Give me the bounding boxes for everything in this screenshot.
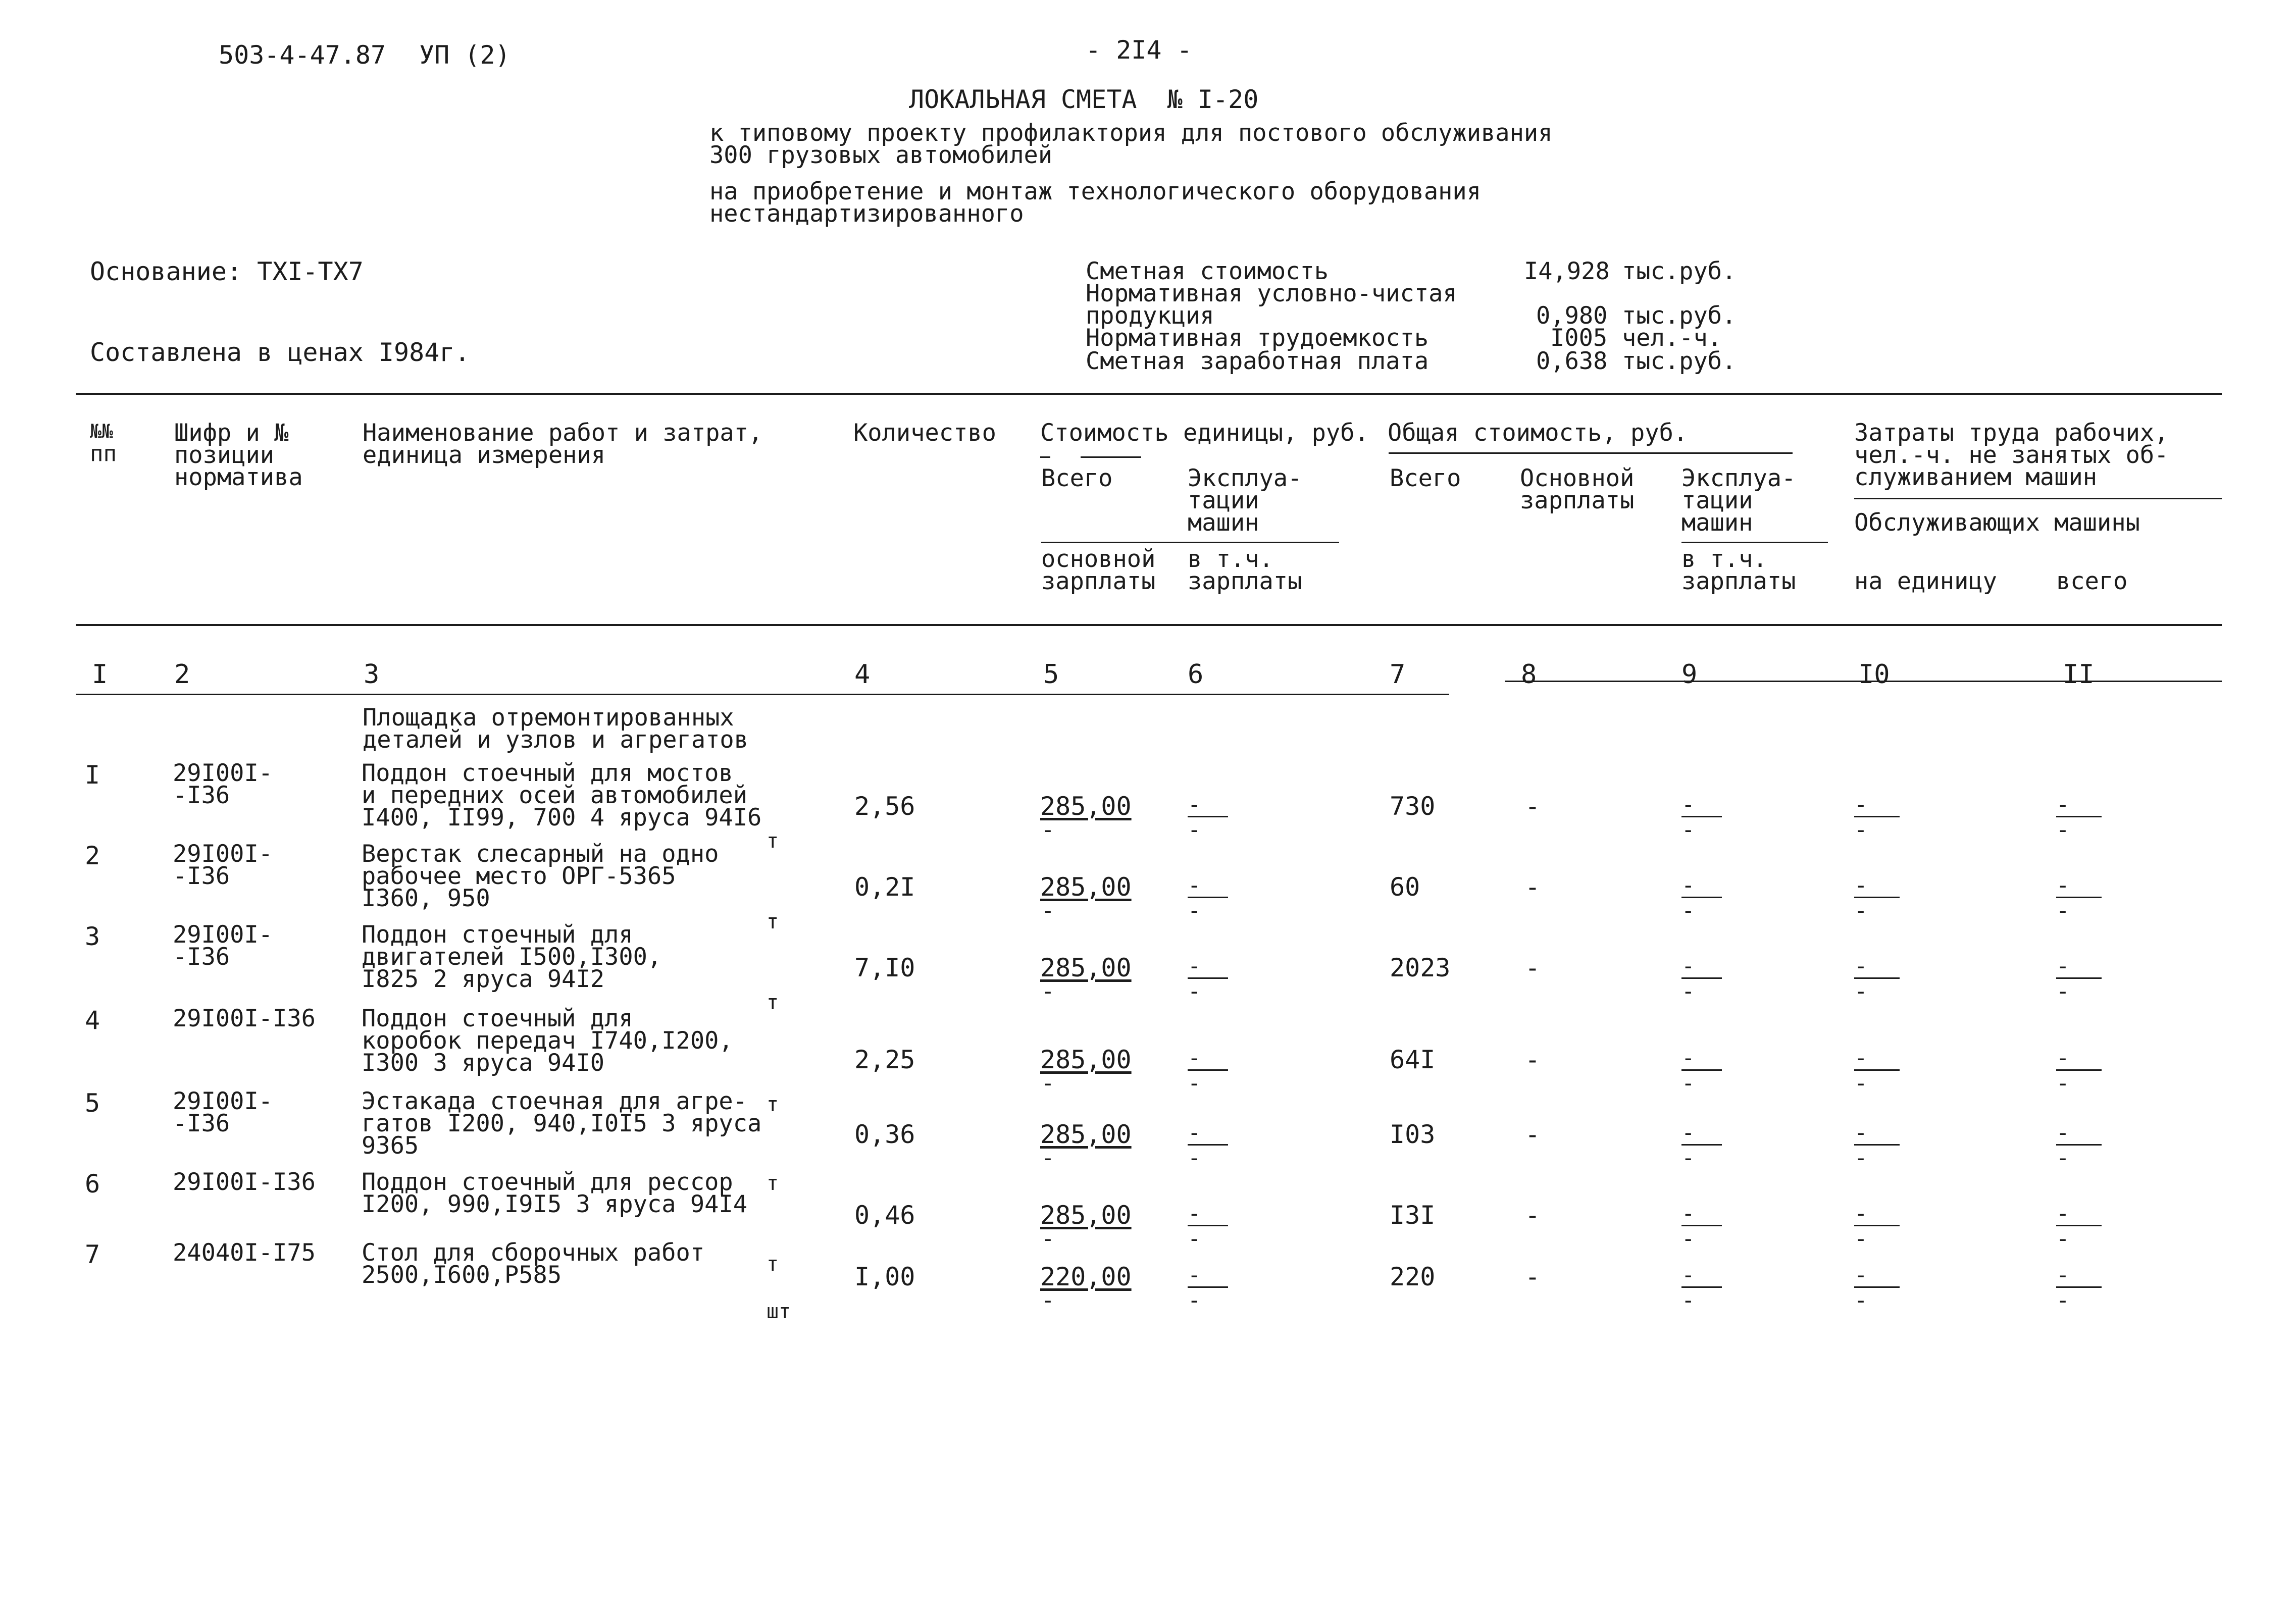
row-unit: т	[767, 991, 779, 1014]
wage-unit: тыс.руб.	[1622, 347, 1737, 375]
row-name: и передних осей автомобилей	[362, 782, 748, 809]
header-tot-base-2: зарплаты	[1520, 487, 1635, 514]
labor-label: Нормативная трудоемкость	[1086, 324, 1429, 352]
row-unit-expl-value: -	[1188, 792, 1201, 817]
cost-unit: тыс.руб.	[1622, 257, 1737, 285]
row-unit-expl-value: -	[1188, 1262, 1201, 1288]
header-total-cost: Общая стоимость, руб.	[1388, 419, 1688, 447]
prices-year-text: Составлена в ценах I984г.	[90, 338, 470, 367]
row-labor-total-value: -	[2056, 792, 2070, 817]
row-name: 2500,I600,Р585	[362, 1261, 562, 1289]
row-labor-per-unit-value: -	[1854, 792, 1868, 817]
row-unit: т	[767, 910, 779, 933]
row-name: I360, 950	[362, 885, 490, 912]
wage-value: 0,638	[1536, 347, 1608, 375]
header-labor-1: Затраты труда рабочих,	[1854, 419, 2169, 447]
header-tot-incl-2: зарплаты	[1681, 567, 1796, 595]
row-unit-expl-value: -	[1188, 1120, 1201, 1146]
col-number-9: 9	[1681, 659, 1698, 690]
row-labor-total-sub: -	[2056, 1226, 2070, 1252]
header-num-1: №№	[90, 420, 113, 442]
output-unit: тыс.руб.	[1622, 302, 1737, 330]
header-unit-expl-2: тации	[1188, 487, 1259, 514]
row-total-expl-sub: -	[1681, 1070, 1695, 1096]
row-labor-per-unit-value: -	[1854, 1120, 1868, 1146]
header-unit-base-1: основной	[1041, 545, 1156, 573]
row-total-base: -	[1525, 872, 1541, 902]
col-number-5: 5	[1043, 659, 1059, 690]
row-labor-total-value: -	[2056, 1201, 2070, 1226]
table-top-rule	[76, 393, 2222, 395]
purpose-line-1: на приобретение и монтаж технологического оборудования	[709, 178, 1482, 205]
row-name: I825 2 яруса 94I2	[362, 965, 605, 993]
row-name: I300 3 яруса 94I0	[362, 1049, 605, 1077]
col-number-rule-a	[76, 694, 1449, 695]
header-tot-base-1: Основной	[1520, 464, 1635, 492]
row-code: 29I00I-	[173, 840, 273, 868]
row-unit-expl-value: -	[1188, 1201, 1201, 1226]
wage-label: Сметная заработная плата	[1086, 347, 1429, 375]
header-labor-serv: Обслуживающих машины	[1854, 509, 2140, 537]
row-name: Поддон стоечный для	[362, 1005, 633, 1032]
row-total-expl-sub: -	[1681, 978, 1695, 1004]
row-name: коробок передач I740,I200,	[362, 1027, 733, 1055]
header-labor-per-unit: на единицу	[1854, 567, 1997, 595]
row-total: I03	[1390, 1120, 1436, 1149]
row-total-expl-value: -	[1681, 953, 1695, 979]
col-number-10: I0	[1858, 659, 1890, 690]
header-tick	[1040, 456, 1050, 458]
header-num-2: пп	[90, 441, 117, 466]
output-value: 0,980	[1536, 302, 1608, 330]
row-code: -I36	[173, 1110, 230, 1137]
row-labor-total-value: -	[2056, 1262, 2070, 1288]
row-total-expl-sub: -	[1681, 898, 1695, 923]
header-tot-incl-1: в т.ч.	[1681, 545, 1767, 573]
header-bottom-rule	[76, 624, 2222, 626]
row-labor-per-unit-sub: -	[1854, 1226, 1868, 1252]
album-label: УП (2)	[419, 40, 511, 70]
row-total-expl-sub: -	[1681, 1226, 1695, 1252]
col-number-3: 3	[364, 659, 380, 690]
section-line-1: Площадка отремонтированных	[363, 704, 734, 732]
header-tick-2	[1081, 456, 1141, 458]
row-unit-expl-value: -	[1188, 1045, 1201, 1071]
row-total: 60	[1390, 872, 1420, 902]
col-number-2: 2	[174, 659, 190, 690]
header-name-2: единица измерения	[363, 441, 606, 469]
row-total: 730	[1390, 792, 1436, 821]
row-total: 2023	[1390, 953, 1451, 982]
row-code: -I36	[173, 943, 230, 971]
row-total-expl-value: -	[1681, 1262, 1695, 1288]
row-unit-price-base: -	[1041, 978, 1055, 1004]
row-unit: т	[767, 1093, 779, 1116]
row-total-base: -	[1525, 1201, 1541, 1230]
row-unit-expl-sub: -	[1188, 817, 1201, 843]
row-total-expl-value: -	[1681, 792, 1695, 817]
row-unit-price: 285,00	[1040, 1045, 1132, 1074]
row-unit-price: 220,00	[1040, 1262, 1132, 1291]
labor-value: I005	[1550, 324, 1608, 352]
row-quantity: 0,46	[854, 1201, 915, 1230]
row-name: Поддон стоечный для	[362, 921, 633, 949]
row-number: I	[85, 760, 100, 790]
row-unit-expl-value: -	[1188, 953, 1201, 979]
subtitle-line-1: к типовому проекту профилактория для постового обслуживания	[709, 119, 1553, 147]
row-unit-expl-sub: -	[1188, 1287, 1201, 1313]
row-unit-expl-sub: -	[1188, 978, 1201, 1004]
row-labor-total-sub: -	[2056, 898, 2070, 923]
row-unit: т	[767, 829, 779, 853]
row-total-base: -	[1525, 1045, 1541, 1074]
unit-cost-subrule	[1041, 542, 1339, 543]
page-number: - 2I4 -	[1086, 35, 1192, 65]
col-number-1: I	[92, 659, 108, 690]
row-labor-per-unit-sub: -	[1854, 817, 1868, 843]
section-line-2: деталей и узлов и агрегатов	[363, 726, 749, 754]
header-labor-2: чел.-ч. не занятых об-	[1854, 441, 2169, 469]
row-name: двигателей I500,I300,	[362, 943, 662, 971]
purpose-line-2: нестандартизированного	[709, 200, 1024, 228]
row-unit-price: 285,00	[1040, 1201, 1132, 1230]
row-quantity: 2,25	[854, 1045, 915, 1074]
header-unit-expl-3: машин	[1188, 509, 1259, 537]
row-unit-price-base: -	[1041, 1287, 1055, 1313]
row-unit-price: 285,00	[1040, 872, 1132, 902]
row-total-expl-value: -	[1681, 872, 1695, 898]
row-number: 5	[85, 1088, 100, 1118]
row-number: 3	[85, 922, 100, 951]
row-labor-per-unit-value: -	[1854, 1045, 1868, 1071]
row-code: 29I00I-	[173, 1087, 273, 1115]
col-number-4: 4	[854, 659, 871, 690]
row-unit-expl-sub: -	[1188, 898, 1201, 923]
document-code: 503-4-47.87	[219, 40, 386, 70]
header-quantity: Количество	[853, 419, 996, 447]
row-total-expl-value: -	[1681, 1045, 1695, 1071]
output-label-2: продукция	[1086, 302, 1214, 330]
row-unit: т	[767, 1253, 779, 1276]
total-cost-rule	[1389, 452, 1793, 454]
header-tot-expl-1: Эксплуа-	[1681, 464, 1796, 492]
labor-unit: чел.-ч.	[1622, 324, 1722, 352]
row-labor-per-unit-value: -	[1854, 1201, 1868, 1226]
row-total-base: -	[1525, 1262, 1541, 1291]
row-labor-per-unit-value: -	[1854, 872, 1868, 898]
cost-value: I4,928	[1524, 257, 1610, 285]
row-labor-per-unit-value: -	[1854, 1262, 1868, 1288]
row-labor-total-value: -	[2056, 1045, 2070, 1071]
row-total-base: -	[1525, 1120, 1541, 1149]
col-number-7: 7	[1390, 659, 1406, 690]
document-title: ЛОКАЛЬНАЯ СМЕТА № I-20	[909, 85, 1259, 114]
row-total-base: -	[1525, 792, 1541, 821]
row-labor-total-value: -	[2056, 872, 2070, 898]
row-quantity: 7,I0	[854, 953, 915, 982]
row-labor-total-value: -	[2056, 1120, 2070, 1146]
row-unit-expl-sub: -	[1188, 1226, 1201, 1252]
basis-text: Основание: ТХI-ТХ7	[90, 257, 364, 286]
col-number-8: 8	[1521, 659, 1537, 690]
row-total-expl-sub: -	[1681, 817, 1695, 843]
header-code-3: норматива	[174, 463, 303, 491]
row-code: 29I00I-I36	[173, 1168, 316, 1196]
header-unit-cost: Стоимость единицы, руб.	[1040, 419, 1369, 447]
col-number-6: 6	[1188, 659, 1204, 690]
cost-label: Сметная стоимость	[1086, 257, 1329, 285]
row-labor-per-unit-value: -	[1854, 953, 1868, 979]
row-labor-total-sub: -	[2056, 1287, 2070, 1313]
row-unit-price-base: -	[1041, 1226, 1055, 1252]
row-total-expl-sub: -	[1681, 1145, 1695, 1171]
row-labor-total-sub: -	[2056, 1070, 2070, 1096]
col-number-rule-b	[1505, 681, 2222, 682]
row-unit-price: 285,00	[1040, 792, 1132, 821]
header-tot-expl-3: машин	[1681, 509, 1753, 537]
row-name: Стол для сборочных работ	[362, 1239, 705, 1267]
row-name: I400, II99, 700 4 яруса 94I6	[362, 804, 762, 832]
header-unit-incl-2: зарплаты	[1188, 567, 1302, 595]
row-unit: шт	[767, 1300, 791, 1323]
row-code: -I36	[173, 862, 230, 890]
row-labor-total-value: -	[2056, 953, 2070, 979]
header-code-1: Шифр и №	[174, 419, 289, 447]
row-total-base: -	[1525, 953, 1541, 982]
row-name: Поддон стоечный для рессор	[362, 1168, 733, 1196]
row-total-expl-sub: -	[1681, 1287, 1695, 1313]
row-total-expl-value: -	[1681, 1120, 1695, 1146]
row-name: Поддон стоечный для мостов	[362, 759, 733, 787]
labor-subrule	[1854, 498, 2222, 499]
row-number: 6	[85, 1169, 100, 1199]
row-unit-price-base: -	[1041, 1070, 1055, 1096]
row-unit-price-base: -	[1041, 817, 1055, 843]
row-labor-total-sub: -	[2056, 817, 2070, 843]
row-quantity: 0,2I	[854, 872, 915, 902]
total-expl-subrule	[1681, 542, 1828, 543]
header-unit-base-2: зарплаты	[1041, 567, 1156, 595]
col-number-11: II	[2063, 659, 2095, 690]
row-name: 9365	[362, 1132, 419, 1160]
row-code: 24040I-I75	[173, 1239, 316, 1267]
row-labor-total-sub: -	[2056, 1145, 2070, 1171]
header-code-2: позиции	[174, 441, 275, 469]
row-total: I3I	[1390, 1201, 1436, 1230]
header-unit-incl-1: в т.ч.	[1188, 545, 1273, 573]
subtitle-line-2: 300 грузовых автомобилей	[709, 141, 1053, 169]
row-quantity: I,00	[854, 1262, 915, 1291]
row-total: 220	[1390, 1262, 1436, 1291]
row-quantity: 2,56	[854, 792, 915, 821]
header-labor-3: служиванием машин	[1854, 463, 2098, 491]
header-unit-expl-1: Эксплуа-	[1188, 464, 1302, 492]
row-code: 29I00I-I36	[173, 1005, 316, 1032]
header-name-1: Наименование работ и затрат,	[363, 419, 763, 447]
header-unit-total: Всего	[1041, 464, 1113, 492]
row-unit-expl-sub: -	[1188, 1145, 1201, 1171]
row-quantity: 0,36	[854, 1120, 915, 1149]
row-name: Эстакада стоечная для агре-	[362, 1087, 748, 1115]
row-labor-per-unit-sub: -	[1854, 1287, 1868, 1313]
row-unit-expl-sub: -	[1188, 1070, 1201, 1096]
row-number: 2	[85, 841, 100, 870]
row-code: -I36	[173, 782, 230, 809]
row-number: 7	[85, 1240, 100, 1269]
row-total-expl-value: -	[1681, 1201, 1695, 1226]
row-labor-per-unit-sub: -	[1854, 1070, 1868, 1096]
output-label-1: Нормативная условно-чистая	[1086, 280, 1457, 307]
row-unit-price-base: -	[1041, 898, 1055, 923]
row-code: 29I00I-	[173, 921, 273, 949]
row-name: I200, 990,I9I5 3 яруса 94I4	[362, 1190, 748, 1218]
row-name: Верстак слесарный на одно	[362, 840, 719, 868]
row-labor-per-unit-sub: -	[1854, 898, 1868, 923]
header-tot-total: Всего	[1390, 464, 1461, 492]
header-tot-expl-2: тации	[1681, 487, 1753, 514]
row-labor-total-sub: -	[2056, 978, 2070, 1004]
row-number: 4	[85, 1006, 100, 1035]
row-unit-expl-value: -	[1188, 872, 1201, 898]
row-name: рабочее место ОРГ-5365	[362, 862, 676, 890]
row-code: 29I00I-	[173, 759, 273, 787]
row-unit: т	[767, 1172, 779, 1195]
row-unit-price: 285,00	[1040, 953, 1132, 982]
row-unit-price: 285,00	[1040, 1120, 1132, 1149]
header-labor-all: всего	[2056, 567, 2128, 595]
row-unit-price-base: -	[1041, 1145, 1055, 1171]
row-name: гатов I200, 940,I0I5 3 яруса	[362, 1110, 762, 1137]
row-total: 64I	[1390, 1045, 1436, 1074]
row-labor-per-unit-sub: -	[1854, 978, 1868, 1004]
row-labor-per-unit-sub: -	[1854, 1145, 1868, 1171]
